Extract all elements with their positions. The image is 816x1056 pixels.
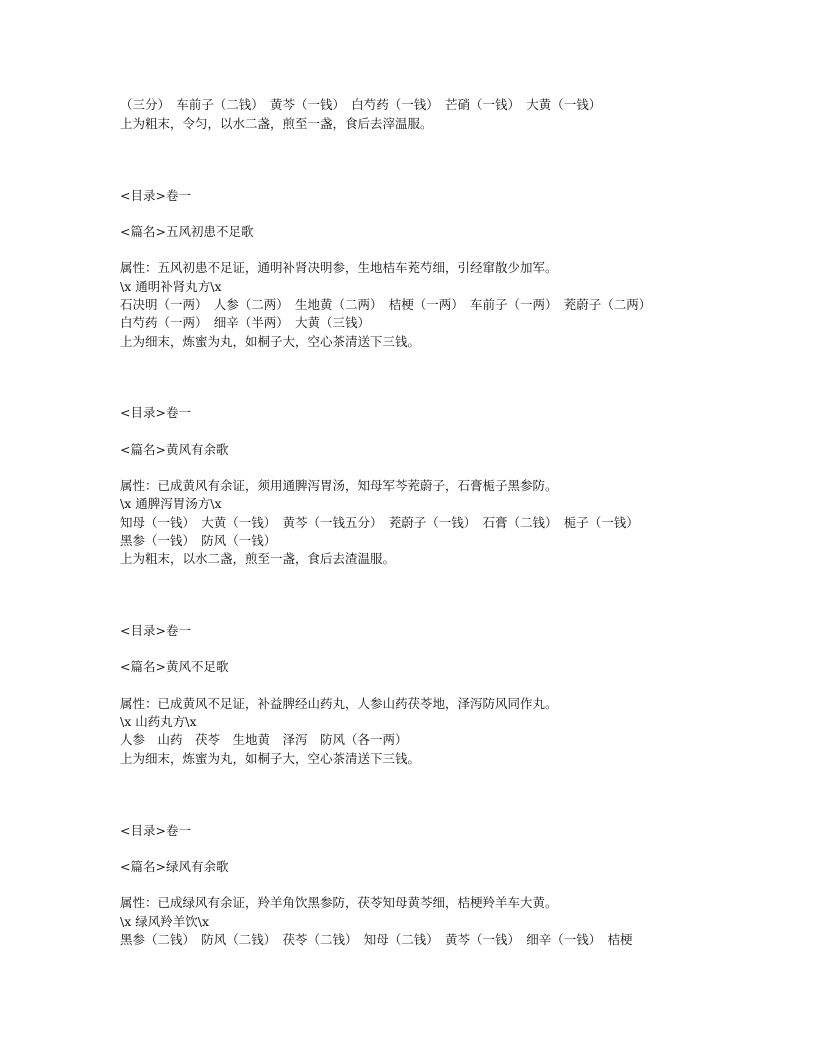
text-line: 知母（一钱） 大黄（一钱） 黄芩（一钱五分） 茺蔚子（一钱） 石膏（二钱） 栀子（一钱） [120, 515, 639, 530]
text-line: （三分） 车前子（二钱） 黄芩（一钱） 白芍药（一钱） 芒硝（一钱） 大黄（一钱） [120, 97, 602, 112]
catalog-heading: <目录>卷一 [120, 405, 191, 420]
formula-name: \x 绿风羚羊饮\x [120, 914, 209, 929]
text-line: 属性：已成黄风不足证，补益脾经山药丸，人参山药茯苓地，泽泻防风同作丸。 [120, 696, 558, 711]
formula-name: \x 山药丸方\x [120, 714, 197, 729]
catalog-heading: <目录>卷一 [120, 188, 191, 203]
text-line: 上为粗末，以水二盏，煎至一盏，食后去渣温服。 [120, 551, 396, 566]
text-line: 属性：已成黄风有余证，须用通脾泻胃汤，知母军芩茺蔚子，石膏栀子黑参防。 [120, 478, 558, 493]
text-line: 黑参（二钱） 防风（二钱） 茯苓（二钱） 知母（二钱） 黄芩（一钱） 细辛（一钱） 桔梗 [120, 932, 633, 947]
text-line: 石决明（一两） 人参（二两） 生地黄（二两） 桔梗（一两） 车前子（一两） 茺蔚子（二两） [120, 297, 652, 312]
chapter-title: <篇名>绿风有余歌 [120, 859, 229, 874]
text-line: 属性：五风初患不足证，通明补肾决明参，生地桔车茺芍细，引经窜散少加军。 [120, 260, 558, 275]
chapter-title: <篇名>五风初患不足歌 [120, 224, 254, 239]
text-line: 黑参（一钱） 防风（一钱） [120, 533, 277, 548]
formula-name: \x 通脾泻胃汤方\x [120, 496, 222, 511]
text-line: 人参 山药 茯苓 生地黄 泽泻 防风（各一两） [120, 732, 408, 747]
text-line: 上为细末，炼蜜为丸，如桐子大，空心茶清送下三钱。 [120, 334, 421, 349]
catalog-heading: <目录>卷一 [120, 623, 191, 638]
formula-name: \x 通明补肾丸方\x [120, 279, 222, 294]
chapter-title: <篇名>黄风有余歌 [120, 442, 229, 457]
catalog-heading: <目录>卷一 [120, 823, 191, 838]
text-line: 属性：已成绿风有余证，羚羊角饮黑参防，茯苓知母黄芩细，桔梗羚羊车大黄。 [120, 895, 558, 910]
text-line: 上为细末，炼蜜为丸，如桐子大，空心茶清送下三钱。 [120, 751, 421, 766]
chapter-title: <篇名>黄风不足歌 [120, 659, 229, 674]
text-line: 上为粗末，令匀，以水二盏，煎至一盏，食后去滓温服。 [120, 116, 433, 131]
text-line: 白芍药（一两） 细辛（半两） 大黄（三钱） [120, 315, 371, 330]
